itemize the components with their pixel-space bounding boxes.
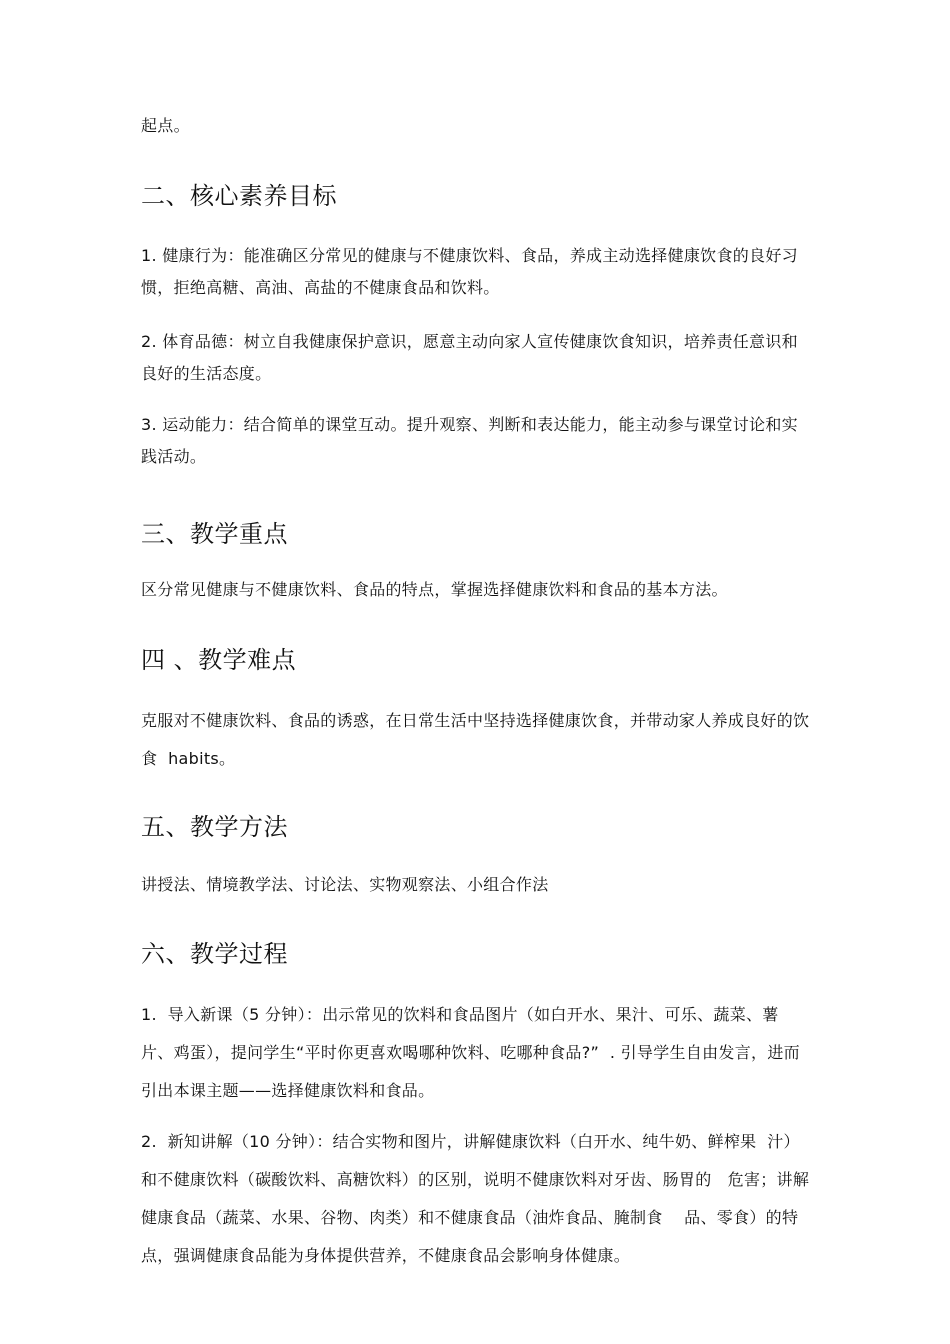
paragraph-health-behavior: 1. 健康行为：能准确区分常见的健康与不健康饮料、食品，养成主动选择健康饮食的良好习惯，拒绝高糖、高油、高盐的不健康食品和饮料。 <box>141 246 798 297</box>
paragraph-key-points: 区分常见健康与不健康饮料、食品的特点，掌握选择健康饮料和食品的基本方法。 <box>141 580 728 599</box>
paragraph-difficulties: 克服对不健康饮料、食品的诱惑，在日常生活中坚持选择健康饮食，并带动家人养成良好的饮食 habits。 <box>141 711 810 768</box>
paragraph-introduction: 1. 导入新课（5 分钟）：出示常见的饮料和食品图片（如白开水、果汁、可乐、蔬菜、薯片、鸡蛋），提问学生“平时你更喜欢喝哪种饮料、吃哪种食品?” . 引导学生自由发言，进而引出本课主题——选择健康饮料和食品。 <box>141 1005 800 1100</box>
section-heading-key-points: 三、教学重点 <box>141 520 288 548</box>
section-heading-methods: 五、教学方法 <box>141 813 288 841</box>
section-heading-difficulties: 四 、教学难点 <box>141 646 297 674</box>
top-fragment-text: 起点。 <box>141 116 190 135</box>
paragraph-methods: 讲授法、情境教学法、讨论法、实物观察法、小组合作法 <box>141 875 549 894</box>
paragraph-sports-ethics: 2. 体育品德：树立自我健康保护意识，愿意主动向家人宣传健康饮食知识，培养责任意识和良好的生活态度。 <box>141 332 798 383</box>
paragraph-new-knowledge: 2. 新知讲解（10 分钟）：结合实物和图片，讲解健康饮料（白开水、纯牛奶、鲜榨果 汁）和不健康饮料（碳酸饮料、高糖饮料）的区别，说明不健康饮料对牙齿、肠胃的 危害；讲解健康食品（蔬菜、水果、谷物、肉类）和不健康食品（油炸食品、腌制食 品、零食）的特点，强调健康食品能为身体提供营养，不健康食品会影响身体健康。 <box>141 1132 810 1265</box>
section-heading-core-literacy: 二、核心素养目标 <box>141 182 337 210</box>
section-heading-process: 六、教学过程 <box>141 940 288 968</box>
paragraph-motor-ability: 3. 运动能力：结合简单的课堂互动。提升观察、判断和表达能力，能主动参与课堂讨论和实践活动。 <box>141 415 798 466</box>
